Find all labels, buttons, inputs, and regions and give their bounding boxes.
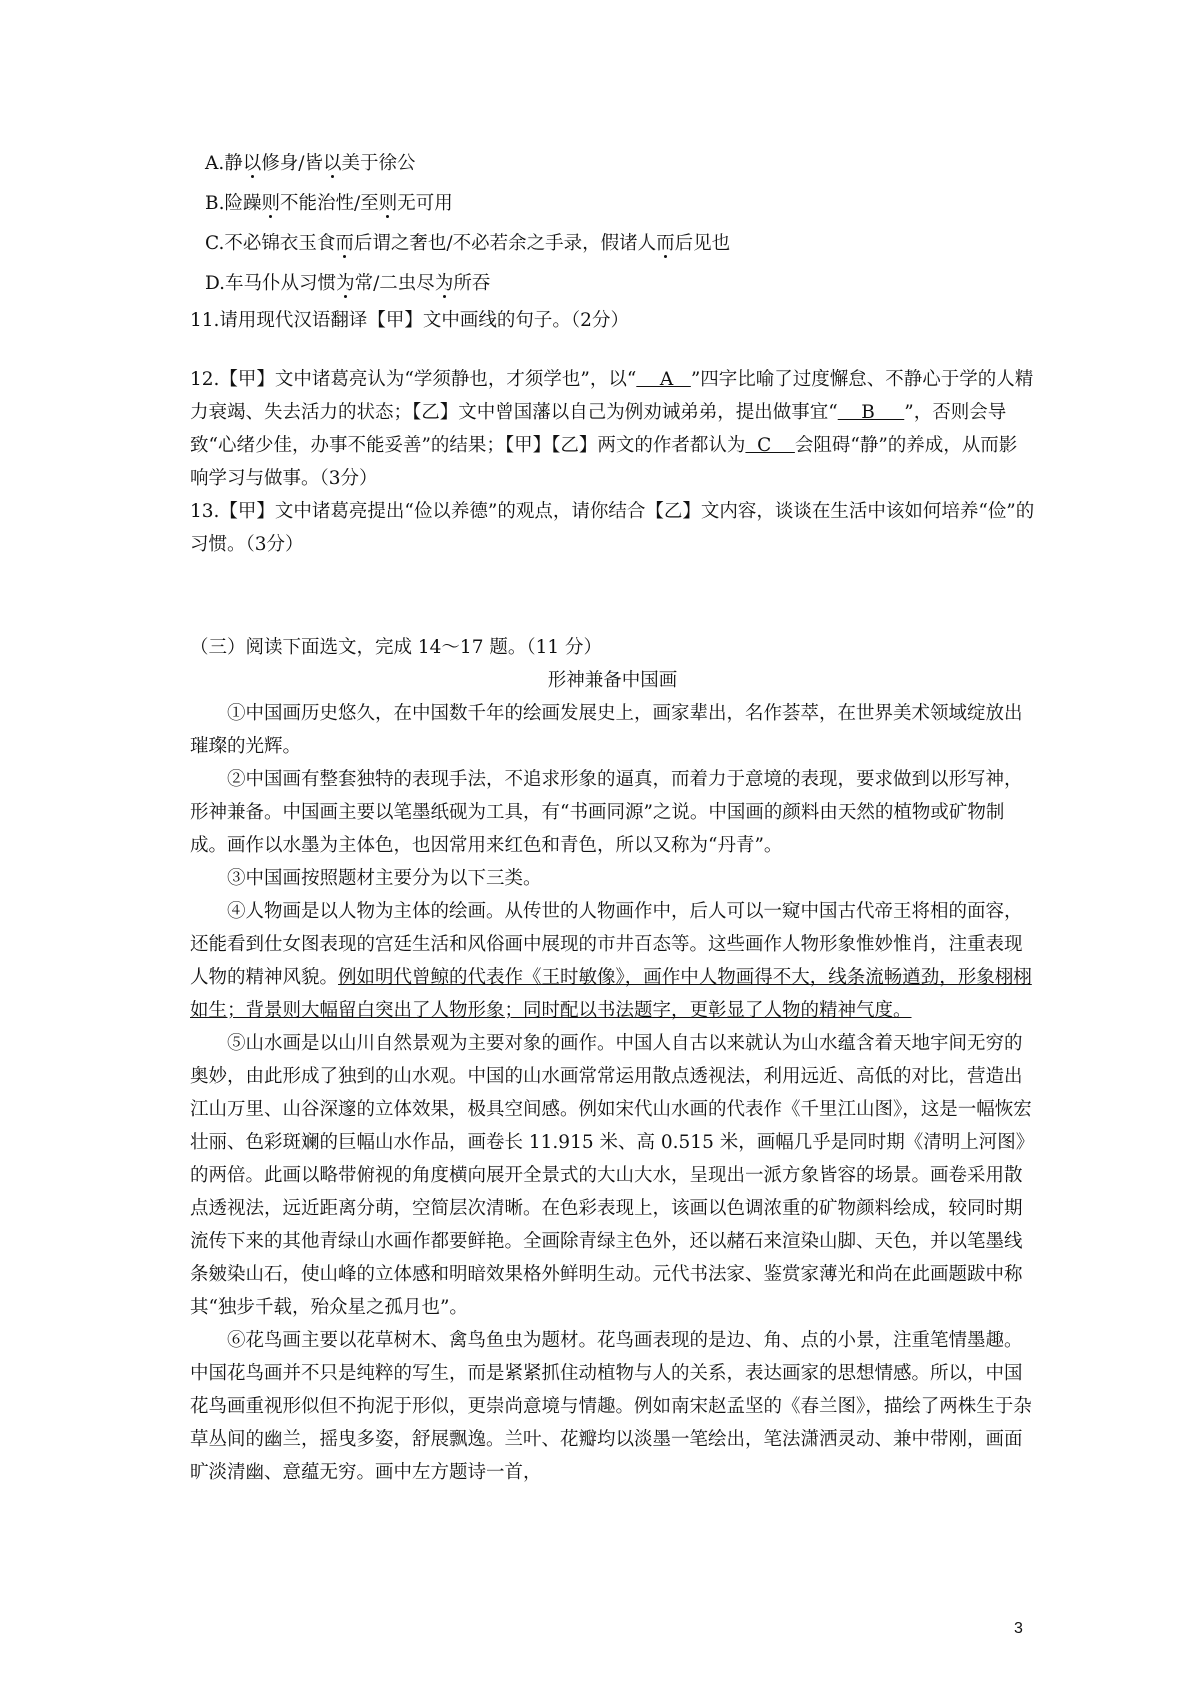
emphasis-dot-char: 以 [323,153,342,174]
paragraph-3: ③中国画按照题材主要分为以下三类。 [227,868,542,889]
emphasis-dot-char: 而 [335,233,354,254]
blank-b: B [837,402,905,423]
emphasis-dot-char: 以 [242,153,262,174]
page-number: 3 [1014,1620,1023,1637]
paragraph-1: ①中国画历史悠久，在中国数千年的绘画发展史上，画家辈出，名作荟萃，在世界美术领域绽放出璀璨的光辉。 [190,703,1023,757]
emphasis-dot-char: 则 [261,193,280,214]
blank-a: A [636,369,691,390]
question-13: 13.【甲】文中诸葛亮提出“俭以养德”的观点，请你结合【乙】文内容，谈谈在生活中该如何培养“俭”的习惯。（3分） [190,501,1035,555]
option-a: A.静以修身/皆以美于徐公 [205,153,416,174]
paragraph-5: ⑤山水画是以山川自然景观为主要对象的画作。中国人自古以来就认为山水蕴含着天地宇间无穷的奥妙，由此形成了独到的山水观。中国的山水画常常运用散点透视法，利用远近、高低的对比，营造出江山万里、山谷深邃的立体效果，极具空间感。例如宋代山水画的代表作《千里江山图》，这是一幅恢宏壮丽、色彩斑斓的巨幅山水作品，画卷长 11.915 米、高 0.515 米，画幅几乎是同时期《清明上河图》的两倍。此画以略带俯视的角度横向展开全景式的大山大水，呈现出一派方象皆容的场景。画卷采用散点透视法，远近距离分萌，空简层次清晰。在色彩表现上，该画以色调浓重的矿物颜料绘成，较同时期流传下来的其他青绿山水画作都要鲜艳。全画除青绿主色外，还以赭石来渲染山脚、天色，并以笔墨线条皴染山石，使山峰的立体感和明暗效果格外鲜明生动。元代书法家、鉴赏家薄光和尚在此画题跋中称其“独步千载，殆众星之孤月也”。 [190,1033,1035,1318]
paragraph-4: ④人物画是以人物为主体的绘画。从传世的人物画作中，后人可以一窥中国古代帝王将相的面容，还能看到仕女图表现的宫廷生活和风俗画中展现的市井百态等。这些画作人物形象惟妙惟肖，注重表现人物的精神风貌。例如明代曾鲸的代表作《王时敏像》，画作中人物画得不大，线条流畅遒劲，形象栩栩如生；背景则大幅留白突出了人物形象；同时配以书法题字，更彰显了人物的精神气度。 [190,901,1032,1021]
article-title: 形神兼备中国画 [547,670,678,691]
option-b: B.险躁则不能治性/至则无可用 [205,193,453,214]
answer-space [190,561,1035,631]
page-content [190,144,1035,1489]
blank-c: C [745,435,795,456]
paragraph-6: ⑥花鸟画主要以花草树木、禽鸟鱼虫为题材。花鸟画表现的是边、角、点的小景，注重笔情墨趣。中国花鸟画并不只是纯粹的写生，而是紧紧抓住动植物与人的关系，表达画家的思想情感。所以，中国花鸟画重视形似但不拘泥于形似，更崇尚意境与情趣。例如南宋赵孟坚的《春兰图》，描绘了两株生于杂草丛间的幽兰，摇曳多姿，舒展飘逸。兰叶、花瓣均以淡墨一笔绘出，笔法潇洒灵动、兼中带刚，画面旷淡清幽、意蕴无穷。画中左方题诗一首， [190,1330,1032,1483]
paragraph-2: ②中国画有整套独特的表现手法，不追求形象的逼真，而着力于意境的表现，要求做到以形写神，形神兼备。中国画主要以笔墨纸砚为工具，有“书画同源”之说。中国画的颜料由天然的植物或矿物制成。画作以水墨为主体色，也因常用来红色和青色，所以又称为“丹青”。 [190,769,1023,856]
question-12: 12.【甲】文中诸葛亮认为“学须静也，才须学也”，以“ A ”四字比喻了过度懈怠、不静心于学的人精力衰竭、失去活力的状态；【乙】文中曾国藩以自己为例劝诫弟弟，提出做事宜“ B ”，否则会导致“心绪少佳，办事不能妥善”的结果；【甲】【乙】两文的作者都认为 C 会阻碍“静”的养成，从而影响学习与做事。（3分） [190,369,1034,489]
emphasis-dot-char: 为 [336,273,355,294]
option-d: D.车马仆从习惯为常/二虫尽为所吞 [205,273,491,294]
emphasis-dot-char: 则 [378,193,398,214]
option-c: C.不必锦衣玉食而后谓之奢也/不必若余之手录，假诸人而后见也 [205,233,731,254]
emphasis-dot-char: 为 [434,273,454,294]
answer-space [190,337,1035,363]
underlined-sentence: 例如明代曾鲸的代表作《王时敏像》，画作中人物画得不大，线条流畅遒劲，形象栩栩如生；背景则大幅留白突出了人物形象；同时配以书法题字，更彰显了人物的精神气度。 [190,967,1032,1021]
section-heading: （三）阅读下面选文，完成 14～17 题。（11 分） [190,637,603,658]
question-11: 11.请用现代汉语翻译【甲】文中画线的句子。（2分） [190,310,629,331]
emphasis-dot-char: 而 [656,233,675,254]
